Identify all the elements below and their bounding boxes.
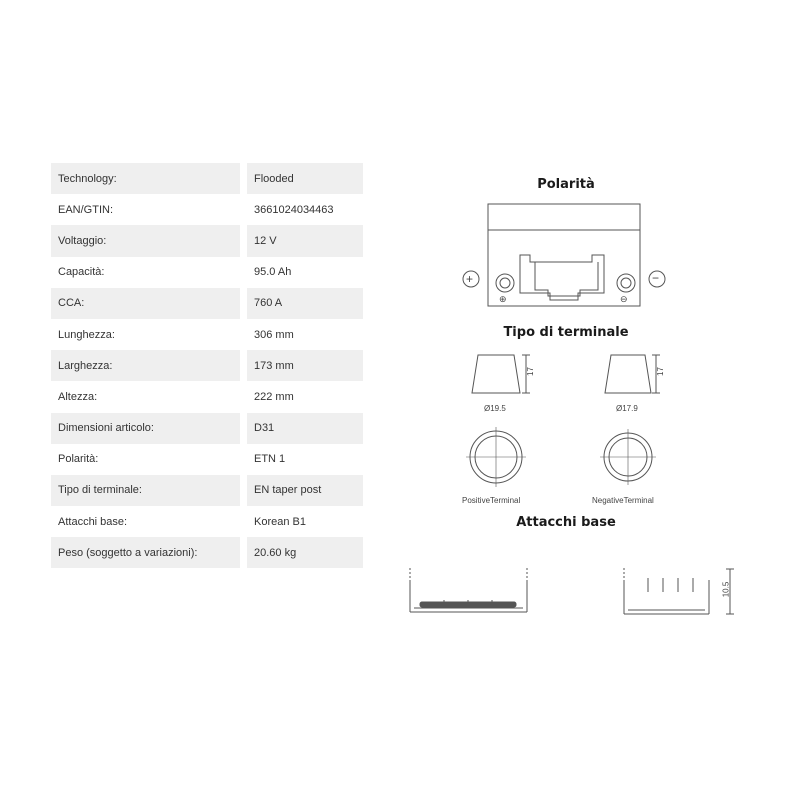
spec-label: Dimensioni articolo: [51, 413, 247, 444]
spec-value: ETN 1 [247, 444, 363, 475]
spec-value: 173 mm [247, 350, 363, 381]
base-hold-title: Attacchi base [516, 515, 616, 530]
spec-value: 95.0 Ah [247, 257, 363, 288]
spec-label: Altezza: [51, 381, 247, 412]
positive-diameter: Ø19.5 [484, 404, 506, 413]
spec-value: 306 mm [247, 319, 363, 350]
spec-value: EN taper post [247, 475, 363, 506]
base-front-view [410, 568, 527, 612]
positive-terminal-label: PositiveTerminal [462, 496, 521, 505]
negative-terminal-side [605, 355, 660, 393]
negative-terminal-label: NegativeTerminal [592, 496, 654, 505]
spec-value: D31 [247, 413, 363, 444]
small-plus-icon: ⊕ [499, 294, 507, 304]
spec-value: 20.60 kg [247, 537, 363, 568]
plus-symbol: + [466, 272, 474, 286]
spec-label: Peso (soggetto a variazioni): [51, 537, 247, 568]
spec-label: Lunghezza: [51, 319, 247, 350]
negative-terminal-top [600, 429, 656, 485]
spec-label: Tipo di terminale: [51, 475, 247, 506]
spec-value: 760 A [247, 288, 363, 319]
spec-value: 222 mm [247, 381, 363, 412]
spec-label: Attacchi base: [51, 506, 247, 537]
spec-value: Flooded [247, 163, 363, 194]
battery-top-view [488, 204, 640, 306]
spec-label: Voltaggio: [51, 225, 247, 256]
polarity-title: Polarità [537, 177, 595, 192]
spec-label: CCA: [51, 288, 247, 319]
terminal-type-title: Tipo di terminale [503, 325, 629, 340]
spec-label: Capacità: [51, 257, 247, 288]
positive-terminal-side [472, 355, 530, 393]
minus-symbol: − [652, 271, 660, 285]
spec-value: 3661024034463 [247, 194, 363, 225]
spec-value: 12 V [247, 225, 363, 256]
negative-height: 17 [655, 367, 665, 376]
spec-label: EAN/GTIN: [51, 194, 247, 225]
spec-label: Technology: [51, 163, 247, 194]
positive-terminal-top [466, 427, 526, 487]
spec-value: Korean B1 [247, 506, 363, 537]
spec-label: Polarità: [51, 444, 247, 475]
base-side-view [624, 568, 734, 614]
spec-label: Larghezza: [51, 350, 247, 381]
positive-height: 17 [525, 367, 535, 376]
small-minus-icon: ⊖ [620, 294, 628, 304]
negative-diameter: Ø17.9 [616, 404, 638, 413]
base-height: 10.5 [721, 581, 731, 598]
